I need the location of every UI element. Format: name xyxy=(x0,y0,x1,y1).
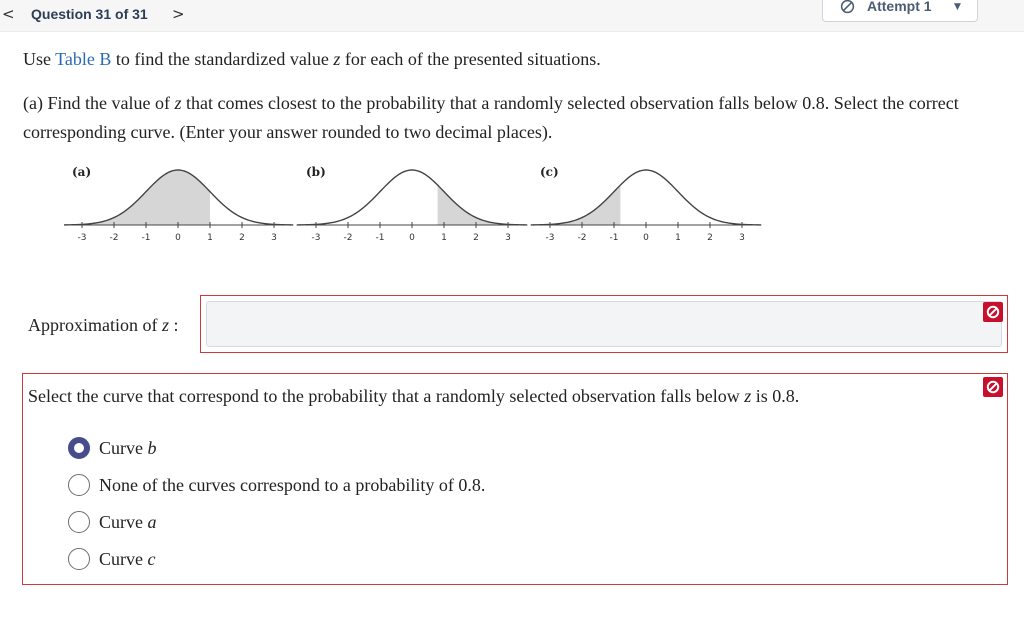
tick-label: -3 xyxy=(545,233,555,243)
shaded-area xyxy=(82,170,210,225)
tick-label: -2 xyxy=(577,233,587,243)
approximation-label-text: Approximation of xyxy=(28,315,162,335)
normal-curves-figure xyxy=(64,160,764,250)
z-variable: z xyxy=(333,49,341,69)
tick-label: 2 xyxy=(239,233,245,243)
tick-label: 0 xyxy=(409,233,415,243)
tick-label: 0 xyxy=(643,233,649,243)
tick-label: -1 xyxy=(375,233,385,243)
tick-label: 1 xyxy=(207,233,213,243)
radio-button[interactable] xyxy=(68,474,90,496)
shaded-area xyxy=(438,185,508,225)
shaded-area xyxy=(550,185,620,225)
radio-button[interactable] xyxy=(68,511,90,533)
option-label: Curve a xyxy=(99,512,157,532)
next-question-button[interactable]: > xyxy=(172,5,185,23)
part-a-text-2: that comes closest to the probability that a randomly selected observation falls below 0.8. Select the correct corresponding curve. (Enter your answer rounded to two decimal places). xyxy=(23,93,959,142)
instructions xyxy=(23,48,601,70)
part-a-text-1: (a) Find the value of xyxy=(23,93,175,113)
tick-label: -2 xyxy=(109,233,119,243)
option-label: None of the curves correspond to a probability of 0.8. xyxy=(99,475,486,495)
part-a-question xyxy=(23,89,1008,147)
instructions-text-1: Use xyxy=(23,49,56,69)
tick-label: 3 xyxy=(271,233,277,243)
select-prompt-text-1: Select the curve that correspond to the probability that a randomly selected observation falls below xyxy=(28,386,745,406)
tick-label: 1 xyxy=(441,233,447,243)
question-counter: Question 31 of 31 xyxy=(31,6,148,22)
radio-button[interactable] xyxy=(68,548,90,570)
select-prompt-text-2: is 0.8. xyxy=(751,386,800,406)
incorrect-answer-icon xyxy=(983,302,1003,322)
curve-letter: (a) xyxy=(72,165,92,179)
radio-button[interactable] xyxy=(68,437,90,459)
select-curve-prompt xyxy=(28,386,799,407)
select-curve-box xyxy=(22,373,1008,585)
option-label: Curve c xyxy=(99,549,156,569)
tick-label: -1 xyxy=(141,233,151,243)
option-label: Curve b xyxy=(99,438,157,458)
z-variable: z xyxy=(744,386,752,406)
approximation-answer-box xyxy=(200,295,1008,353)
tick-label: 3 xyxy=(505,233,511,243)
instructions-text-2: to find the standardized value xyxy=(111,49,334,69)
curve-letter: (c) xyxy=(540,165,559,179)
tick-label: 3 xyxy=(739,233,745,243)
z-variable: z xyxy=(161,315,169,335)
z-variable: z xyxy=(174,93,182,113)
incorrect-answer-icon xyxy=(983,377,1003,397)
tick-label: -3 xyxy=(77,233,87,243)
tick-label: 0 xyxy=(175,233,181,243)
previous-question-button[interactable]: < xyxy=(2,5,15,23)
instructions-text-3: for each of the presented situations. xyxy=(340,49,601,69)
approximation-colon: : xyxy=(169,315,179,335)
tick-label: -3 xyxy=(311,233,321,243)
tick-label: 1 xyxy=(675,233,681,243)
table-b-link[interactable]: Table B xyxy=(55,49,112,69)
caret-down-icon: ▼ xyxy=(954,2,961,12)
approximation-input[interactable] xyxy=(206,301,1002,347)
tick-label: 2 xyxy=(473,233,479,243)
attempt-label: Attempt 1 xyxy=(867,0,932,14)
tick-label: -1 xyxy=(609,233,619,243)
prohibited-icon xyxy=(840,0,855,14)
tick-label: -2 xyxy=(343,233,353,243)
approximation-label xyxy=(28,315,179,336)
tick-label: 2 xyxy=(707,233,713,243)
question-nav-bar xyxy=(0,0,1024,32)
attempt-dropdown[interactable] xyxy=(822,0,978,22)
normal-curve xyxy=(531,170,761,225)
curve-letter: (b) xyxy=(306,165,326,179)
normal-curve xyxy=(297,170,527,225)
